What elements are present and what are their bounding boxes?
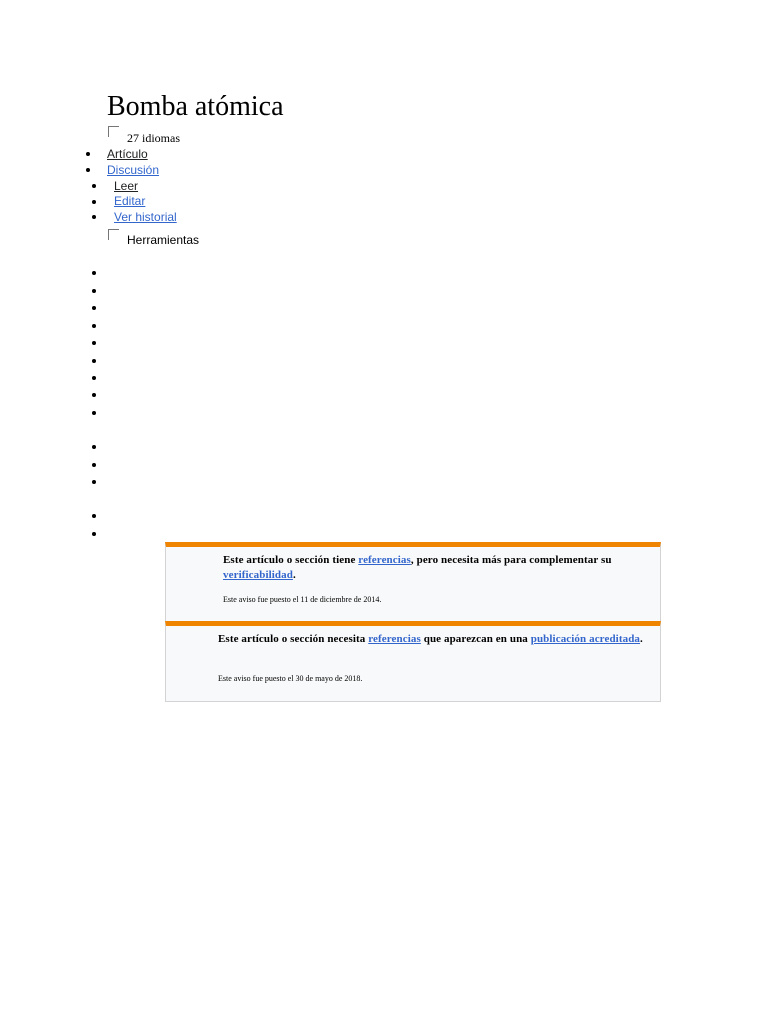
empty-list-item [92, 271, 96, 275]
empty-list-item [92, 445, 96, 449]
notice-message [223, 553, 653, 583]
publicacion-acreditada-link[interactable]: publicación acreditada [530, 633, 641, 645]
list-bullet [92, 200, 96, 204]
empty-list-item [92, 411, 96, 415]
empty-list-item [92, 359, 96, 363]
maintenance-notice [165, 621, 661, 702]
tools-checkbox[interactable] [108, 229, 119, 240]
notice-text: , pero necesita más para complementar su [410, 554, 612, 566]
empty-list-item [92, 306, 96, 310]
empty-list-item [92, 393, 96, 397]
tools-button[interactable]: Herramientas [127, 233, 200, 247]
referencias-link[interactable]: referencias [368, 633, 421, 645]
tab-ver-historial[interactable]: Ver historial [114, 210, 177, 224]
list-bullet [92, 215, 96, 219]
page-title: Bomba atómica [107, 91, 284, 122]
notice-text: Este artículo o sección tiene [223, 554, 359, 566]
tab-editar[interactable]: Editar [114, 194, 146, 208]
list-bullet [92, 184, 96, 188]
referencias-link[interactable]: referencias [358, 554, 411, 566]
notice-text: que aparezcan en una [420, 633, 531, 645]
notice-date: Este aviso fue puesto el 30 de mayo de 2018. [218, 674, 363, 683]
empty-list-item [92, 532, 96, 536]
notice-message [218, 632, 648, 647]
notice-text: . [292, 569, 296, 581]
empty-list-item [92, 324, 96, 328]
languages-button[interactable]: 27 idiomas [127, 131, 180, 145]
tab-leer[interactable]: Leer [114, 179, 139, 193]
list-bullet [86, 168, 90, 172]
notice-text: . [640, 633, 643, 645]
empty-list-item [92, 341, 96, 345]
maintenance-notice [165, 542, 661, 622]
tab-discusion[interactable]: Discusión [107, 163, 160, 177]
empty-list-item [92, 376, 96, 380]
empty-list-item [92, 514, 96, 518]
tab-articulo[interactable]: Artículo [107, 147, 148, 161]
languages-checkbox[interactable] [108, 126, 119, 137]
notice-date: Este aviso fue puesto el 11 de diciembre de 2014. [223, 595, 382, 604]
list-bullet [86, 152, 90, 156]
empty-list-item [92, 463, 96, 467]
verificabilidad-link[interactable]: verificabilidad [223, 569, 293, 581]
empty-list-item [92, 289, 96, 293]
empty-list-item [92, 480, 96, 484]
notice-text: Este artículo o sección necesita [218, 633, 369, 645]
